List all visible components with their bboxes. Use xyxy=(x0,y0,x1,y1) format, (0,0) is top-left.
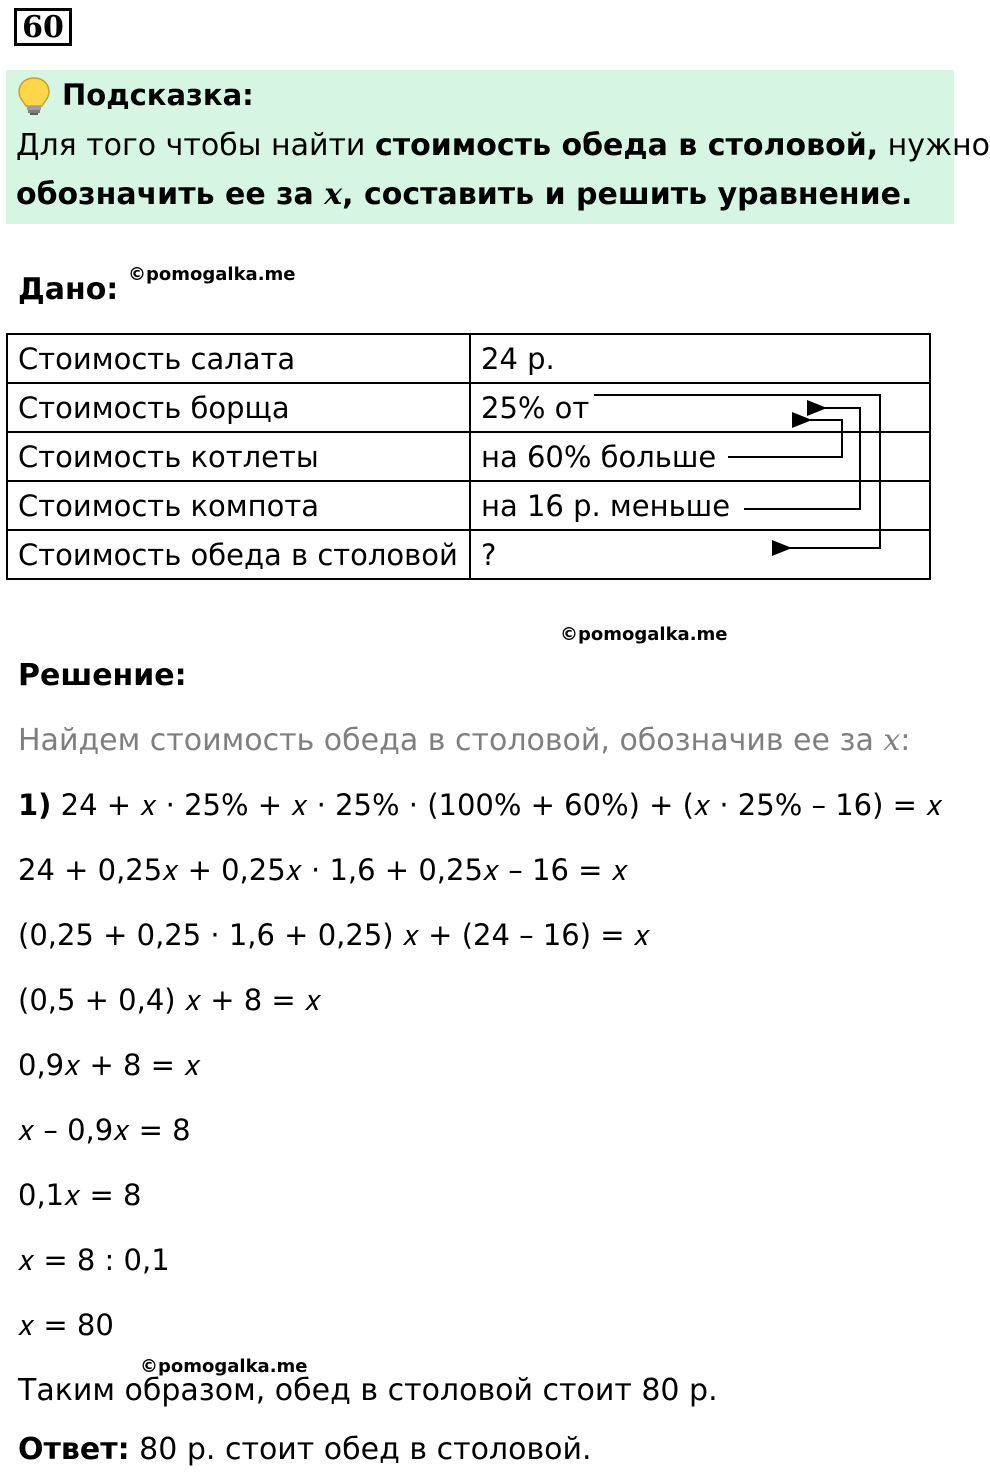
table-cell-label: Стоимость котлеты xyxy=(7,432,470,481)
table-cell-label: Стоимость обеда в столовой xyxy=(7,530,470,579)
equation-line: 24 + 0,25𝑥 + 0,25𝑥 · 1,6 + 0,25𝑥 – 16 = 𝑥 xyxy=(18,853,628,887)
hint-emphasis: , составить и решить уравнение. xyxy=(342,177,913,212)
intro-colon: : xyxy=(900,723,911,758)
table-cell-value: на 16 р. меньше xyxy=(470,481,930,530)
task-number: 60 xyxy=(14,8,72,46)
equation-line: (0,25 + 0,25 · 1,6 + 0,25) 𝑥 + (24 – 16) = 𝑥 xyxy=(18,918,650,952)
equation-text: 24 + 𝑥 · 25% + 𝑥 · 25% · (100% + 60%) + (𝑥 · 25% – 16) = 𝑥 xyxy=(60,788,943,822)
solution-heading: Решение: xyxy=(18,658,187,693)
table-cell-value: на 60% больше xyxy=(470,432,930,481)
equation-line: 𝑥 = 8 : 0,1 xyxy=(18,1243,170,1277)
answer-text: 80 р. стоит обед в столовой. xyxy=(129,1432,592,1467)
answer-label: Ответ: xyxy=(18,1432,130,1467)
intro-text: Найдем стоимость обеда в столовой, обозначив ее за xyxy=(18,723,884,758)
variable-x: x xyxy=(883,723,901,758)
arrow-cutlet-to-borsch xyxy=(728,420,842,457)
table-cell-value: ? xyxy=(470,530,930,579)
arrow-salad-to-borsch xyxy=(594,395,880,548)
given-heading: Дано: xyxy=(18,272,119,307)
hint-emphasis: обозначить ее за xyxy=(16,177,325,212)
solution-intro xyxy=(18,723,910,758)
watermark: ©pomogalka.me xyxy=(128,264,296,285)
equation-line xyxy=(18,788,942,823)
step-label: 1) xyxy=(18,788,52,822)
table-cell-label: Стоимость компота xyxy=(7,481,470,530)
hint-emphasis: стоимость обеда в столовой, xyxy=(374,128,879,163)
table-cell-value: 25% от xyxy=(470,383,930,432)
equation-line: 0,1𝑥 = 8 xyxy=(18,1178,142,1212)
equation-line: 0,9𝑥 + 8 = 𝑥 xyxy=(18,1048,201,1082)
watermark: ©pomogalka.me xyxy=(560,624,728,645)
equation-line: (0,5 + 0,4) 𝑥 + 8 = 𝑥 xyxy=(18,983,322,1017)
variable-x: x xyxy=(324,177,343,212)
table-cell-value: 24 р. xyxy=(470,334,930,383)
table-cell-label: Стоимость борща xyxy=(7,383,470,432)
table-cell-label: Стоимость салата xyxy=(7,334,470,383)
answer-line xyxy=(18,1432,592,1467)
conclusion: Таким образом, обед в столовой стоит 80 р. xyxy=(18,1373,718,1408)
equation-line: 𝑥 = 80 xyxy=(18,1308,114,1342)
relation-arrows xyxy=(0,0,960,600)
hint-text: Для того чтобы найти xyxy=(16,128,375,163)
hint-title: Подсказка: xyxy=(62,78,254,112)
hint-text: нужно xyxy=(878,128,990,163)
equation-line: 𝑥 – 0,9𝑥 = 8 xyxy=(18,1113,191,1147)
watermark: ©pomogalka.me xyxy=(140,1356,308,1377)
